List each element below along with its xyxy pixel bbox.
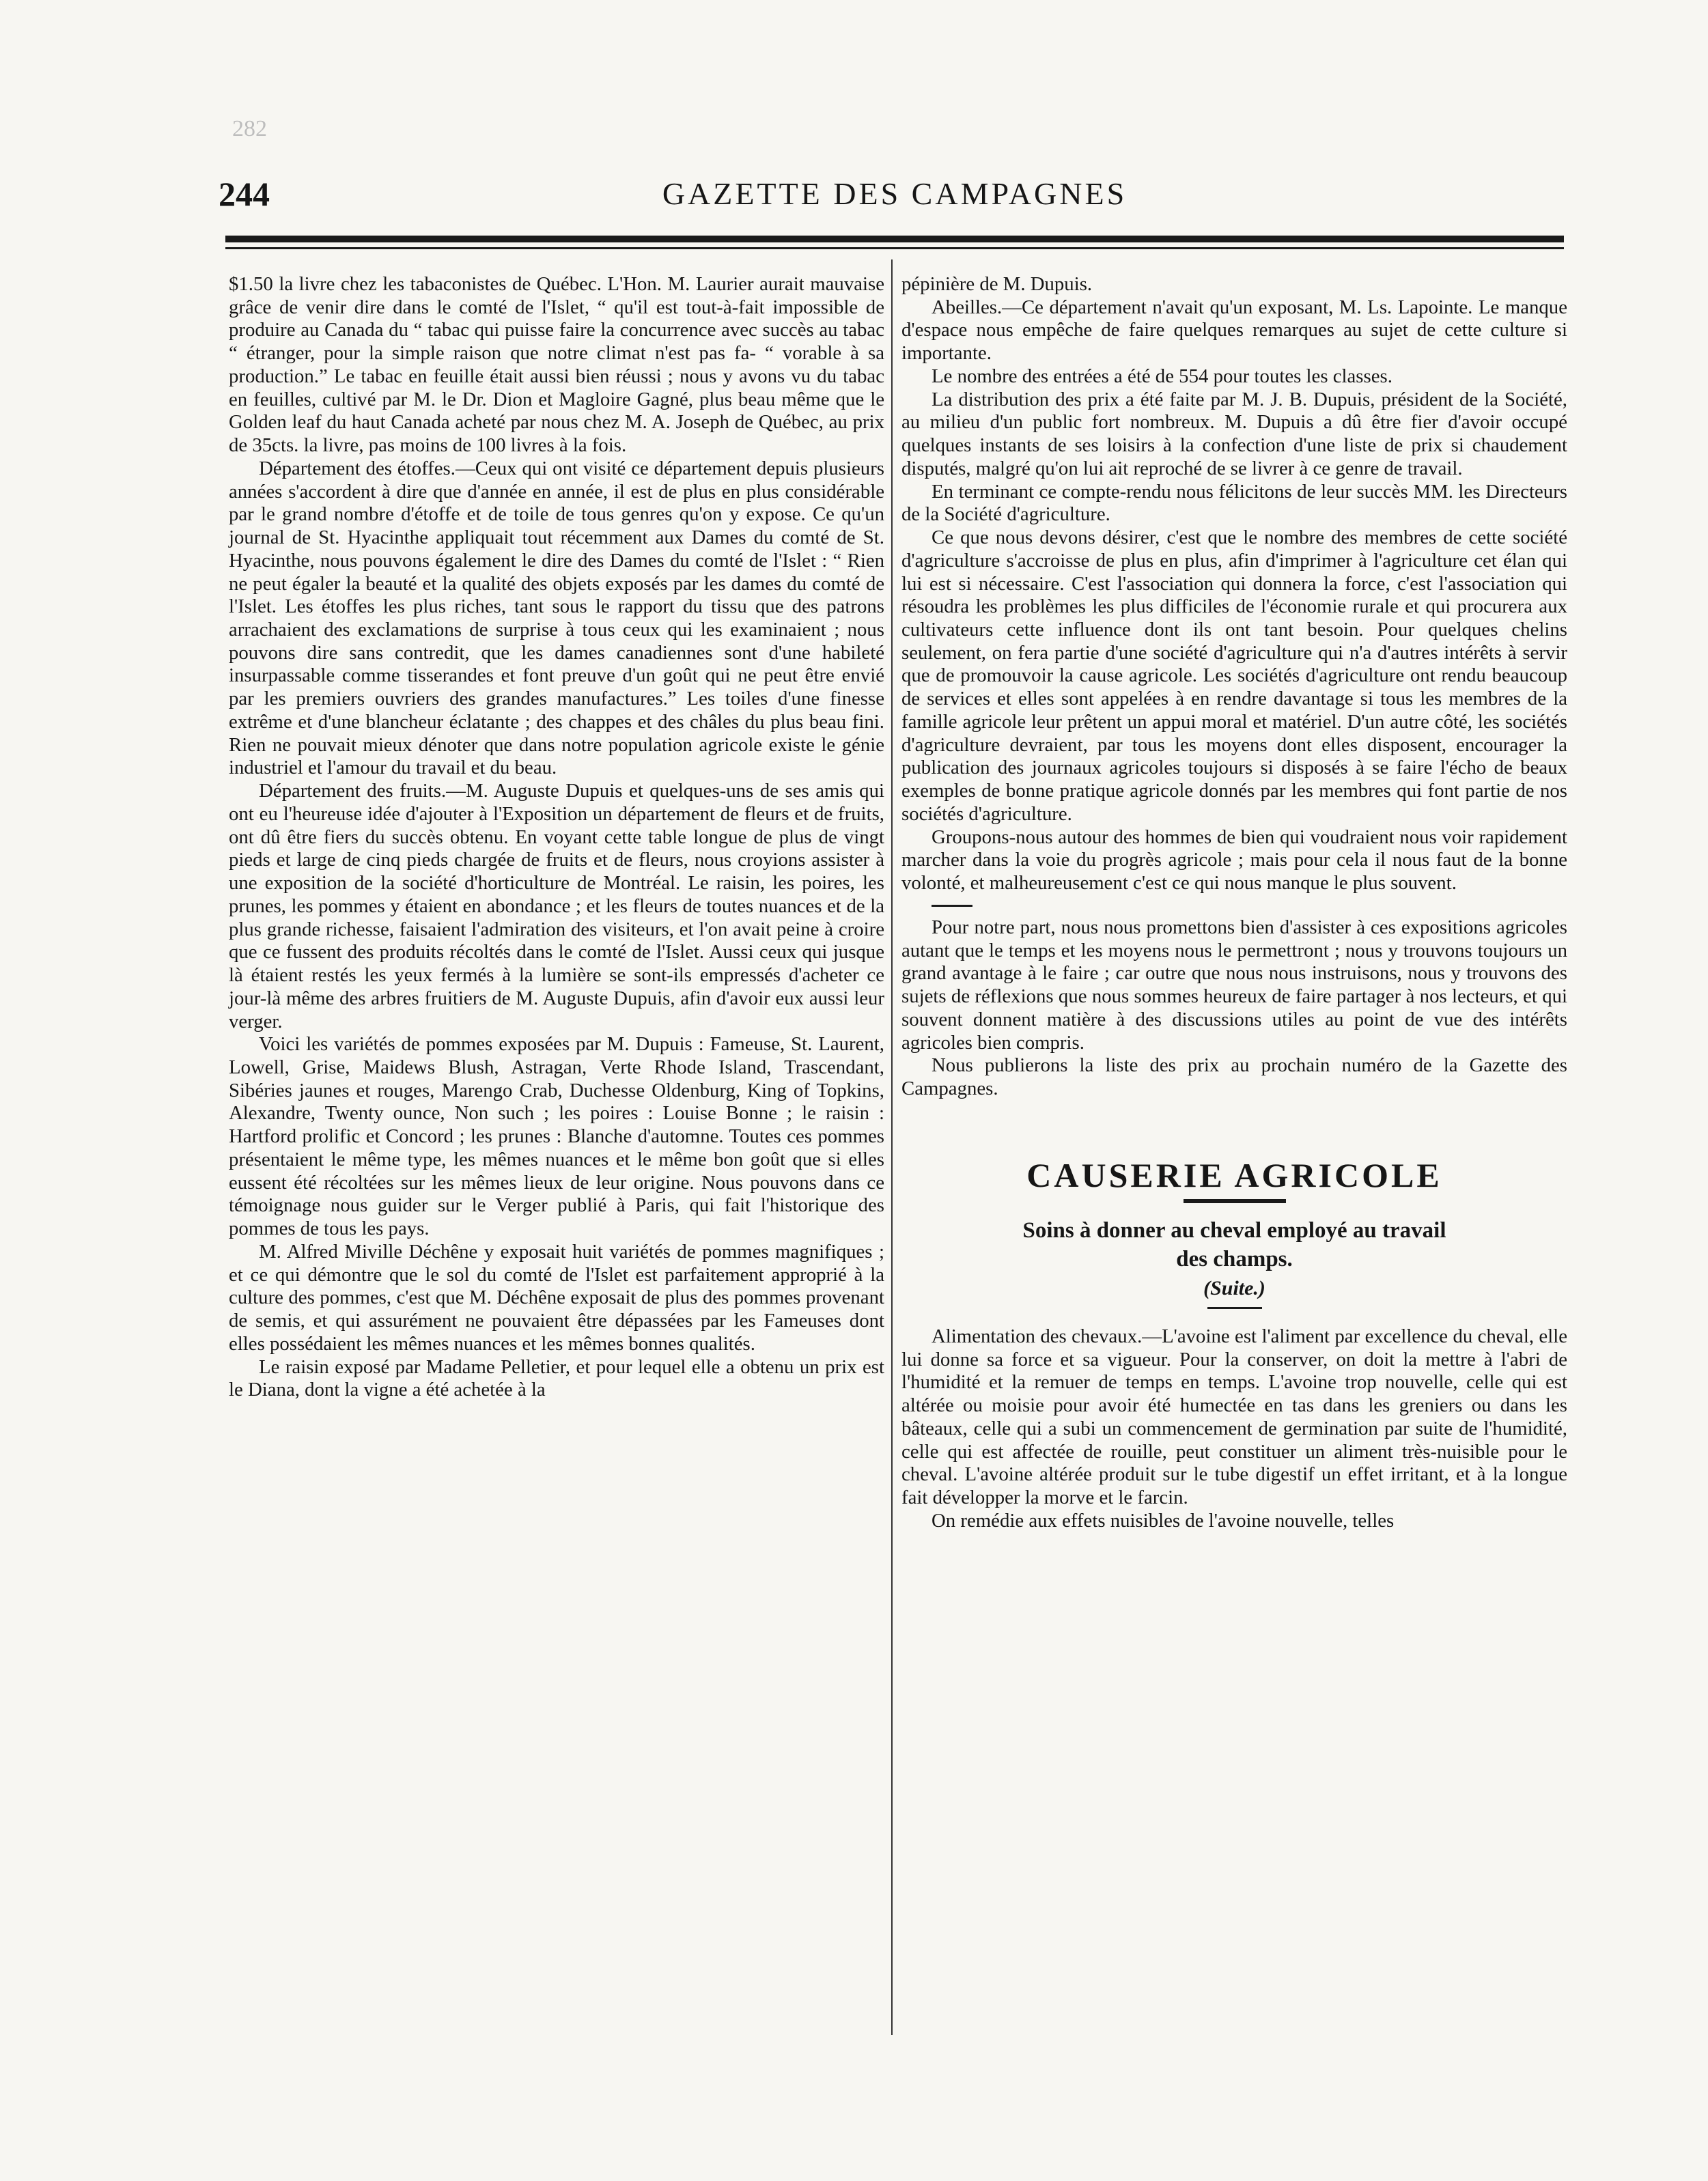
paragraph: Le raisin exposé par Madame Pelletier, et pour lequel elle a obtenu un prix est le Diana, dont la vigne a été achetée à la [229, 1355, 884, 1401]
section-title: CAUSERIE AGRICOLE [1026, 1155, 1442, 1194]
subtitle-rule [1207, 1307, 1262, 1309]
paragraph: Le nombre des entrées a été de 554 pour toutes les classes. [932, 365, 1392, 387]
paragraph: Nous publierons la liste des prix au prochain numéro de la Gazette des Campagnes. [901, 1054, 1567, 1099]
paragraph: Ce que nous devons désirer, c'est que le nombre des membres de cette société d'agriculture s'accroisse de plus en plus, afin d'imprimer à l'agriculture cet élan qui lui est si nécessaire. C'est l'association qui donnera la force, c'est l'association qui résoudra les problèmes les plus difficiles de l'économie rurale et qui procurera aux cultivateurs cette influence dont ils ont tant besoin. Pour quelques chelins seulement, on fera partie d'une société d'agriculture qui n'a d'autres intérêts à servir que de promouvoir la cause agricole. Les sociétés d'agriculture ont rendu beaucoup de services et elles sont appelées à en rendre davantage si tous les membres de la famille agricole leur prêtent un appui moral et matériel. D'un autre côté, les sociétés d'agriculture devraient, par tous les moyens dont elles disposent, encourager la publication des journaux agricoles toujours si disposés à se faire l'écho de beaux exemples de bonne pratique agricole donnés par les membres qui font partie de nos sociétés d'agriculture. [901, 526, 1567, 825]
separator-rule [932, 905, 972, 907]
paragraph: $1.50 la livre chez les tabaconistes de Québec. L'Hon. M. Laurier aurait mauvaise grâce de venir dire dans le comté de l'Islet, “ qu'il est tout-à-fait impossible de produire au Canada du “ tabac qui puisse faire la concurrence avec succès au tabac “ étranger, pour la simple raison que notre climat n'est pas fa- “ vorable à sa production.” Le tabac en feuille était aussi bien réussi ; nous y avons vu du tabac en feuilles, cultivé par M. le Dr. Dion et Magloire Gagné, plus beau même que le Golden leaf du haut Canada acheté par nous chez M. A. Joseph de Québec, au prix de 35cts. la livre, pas moins de 100 livres à la fois. [229, 273, 884, 457]
paragraph: M. Alfred Miville Déchêne y exposait huit variétés de pommes magnifiques ; et ce qui démontre que le sol du comté de l'Islet est parfaitement approprié à la culture des pommes, c'est que M. Déchêne exposait de plus des pommes provenant de semis, et qui assurément ne pouvaient être dépassées par les Fameuses dont elles possédaient les mêmes nuances et les mêmes bonnes qualités. [229, 1240, 884, 1355]
header-rule-thick [225, 236, 1564, 242]
paragraph: Département des étoffes.—Ceux qui ont visité ce département depuis plusieurs années s'accordent à dire que d'année en année, il est de plus en plus considérable par le grand nombre d'étoffe et de toile de tous genres qu'on y expose. Ce qu'un journal de St. Hyacinthe appliquait tout récemment aux Dames du comté de St. Hyacinthe, nous pouvons également le dire des Dames du comté de l'Islet : “ Rien ne peut égaler la beauté et la qualité des objets exposés par les dames du comté de l'Islet. Les étoffes les plus riches, tant sous le rapport du tissu que des patrons arrachaient des exclamations de surprise à tous ceux qui les examinaient ; nous pouvons dire sans contredit, que les dames canadiennes sont d'une habileté insurpassable comme tisserandes et font preuve d'un goût qui ne peut être envié par les premiers ouvriers des grandes manufactures.” Les toiles d'une finesse extrême et d'une blancheur éclatante ; des chappes et des châles du plus beau fini. Rien ne pouvait mieux dénoter que dans notre population agricole existe le génie industriel et l'amour du travail et du beau. [229, 457, 884, 779]
header-rule-thin [225, 247, 1564, 249]
section-subtitle-line2: des champs. [1176, 1246, 1293, 1271]
paragraph: Voici les variétés de pommes exposées par M. Dupuis : Fameuse, St. Laurent, Lowell, Grise, Maidews Blush, Astragan, Verte Rhode Island, Trascendant, Sibéries jaunes et rouges, Marengo Crab, Duchesse Oldenburg, King of Topkins, Alexandre, Twenty ounce, Non such ; les poires : Louise Bonne ; le raisin : Hartford prolific et Concord ; les prunes : Blanche d'automne. Toutes ces pommes présentaient le même type, les mêmes nuances et le même bon goût que si elles eussent été récoltées sur les mêmes lieux de leur origine. Nous pouvons dans ce témoignage nous guider sur le Verger publié à Paris, qui fait l'historique des pommes de tous les pays. [229, 1033, 884, 1240]
paragraph: En terminant ce compte-rendu nous félicitons de leur succès MM. les Directeurs de la Société d'agriculture. [901, 480, 1567, 526]
paragraph: pépinière de M. Dupuis. [901, 273, 1093, 295]
section-suite-label: (Suite.) [1203, 1276, 1265, 1299]
right-column [901, 273, 1567, 1533]
ghost-page-mark: 282 [232, 116, 267, 141]
left-column [229, 273, 884, 1402]
column-divider [891, 259, 893, 2035]
page-number: 244 [219, 175, 270, 213]
section-subtitle-line1: Soins à donner au cheval employé au travail [1022, 1218, 1446, 1243]
paragraph: Pour notre part, nous nous promettons bien d'assister à ces expositions agricoles autant que le temps et les moyens nous le permettront ; nous y trouvons toujours un grand avantage à le faire ; car outre que nous nous instruisons, nous y trouvons des sujets de réflexions que nous sommes heureux de faire partager à nos lecteurs, et qui souvent donnent matière à des discussions utiles au point de vue des intérêts agricoles bien compris. [901, 916, 1567, 1054]
section-title-rule [1184, 1199, 1286, 1203]
paragraph: Groupons-nous autour des hommes de bien qui voudraient nous voir rapidement marcher dans la voie du progrès agricole ; mais pour cela il nous faut de la bonne volonté, et malheureusement c'est ce qui nous manque le plus souvent. [901, 826, 1567, 895]
paragraph: On remédie aux effets nuisibles de l'avoine nouvelle, telles [932, 1509, 1395, 1532]
paragraph: La distribution des prix a été faite par M. J. B. Dupuis, président de la Société, au milieu d'un public fort nombreux. M. Dupuis a dû être fier d'avoir occupé quelques instants de ses loisirs à la confection d'une liste de prix si chaudement disputés, malgré qu'on lui ait reproché de se livrer à ce genre de travail. [901, 388, 1567, 479]
paragraph: Alimentation des chevaux.—L'avoine est l'aliment par excellence du cheval, elle lui donne sa force et sa vigueur. Pour la conserver, on doit la mettre à l'abri de l'humidité et la remuer de temps en temps. L'avoine trop nouvelle, celle qui est altérée ou moisie pour avoir été humectée en tas dans les greniers ou dans les bâteaux, celle qui a subi un commencement de germination par suite de l'humidité, celle qui est affectée de rouille, peut constituer un aliment très-nuisible pour le cheval. L'avoine altérée produit sur le tube digestif un effet irritant, et à la longue fait développer la morve et le farcin. [901, 1325, 1567, 1509]
paragraph: Département des fruits.—M. Auguste Dupuis et quelques-uns de ses amis qui ont eu l'heureuse idée d'ajouter à l'Exposition un département de fleurs et de fruits, ont dû être fiers du succès obtenu. En voyant cette table longue de plus de vingt pieds et large de cinq pieds chargée de fruits et de fleurs, nous croyions assister à une exposition de la société d'horticulture de Montréal. Le raisin, les poires, les prunes, les pommes y étaient en abondance ; et les fleurs de toutes nuances et de la plus grande richesse, faisaient l'admiration des visiteurs, et l'on avait peine à croire que ce fussent des produits récoltés dans le comté de l'Islet. Aussi ceux qui jusque là étaient restés les yeux fermés à la lumière se sont-ils empressés d'acheter ce jour-là même des arbres fruitiers de M. Auguste Dupuis, afin d'avoir eux aussi leur verger. [229, 780, 884, 1032]
running-title: GAZETTE DES CAMPAGNES [662, 176, 1128, 211]
page-header [219, 174, 1571, 215]
paragraph: Abeilles.—Ce département n'avait qu'un exposant, M. Ls. Lapointe. Le manque d'espace nous empêche de faire quelques remarques au sujet de cette culture si importante. [901, 296, 1567, 365]
